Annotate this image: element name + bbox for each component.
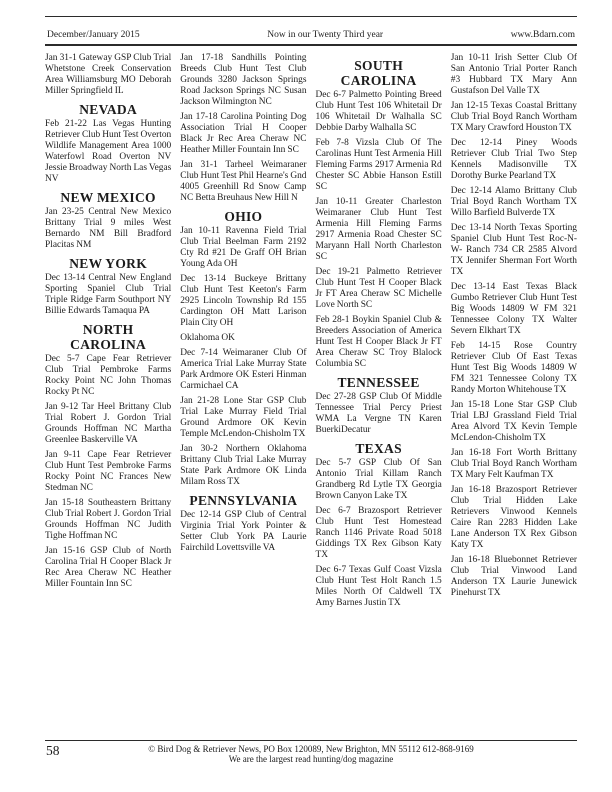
event-entry: Dec 12-14 Piney Woods Retriever Club Trial Two Step Kennels Madisonville TX Dorothy Burke Pearland TX (450, 138, 577, 181)
event-entry: Dec 5-7 Cape Fear Retriever Club Trial Pembroke Farms Rocky Point NC John Thomas Rocky Pt NC (45, 354, 172, 397)
event-entry: Jan 15-18 Southeastern Brittany Club Trial Robert J. Gordon Trial Grounds Hoffman NC Judith Tighe Hoffman NC (45, 498, 172, 541)
event-entry: Dec 7-14 Weimaraner Club Of America Trial Lake Murray State Park Ardmore OK Esteri Hinman Carmichael CA (180, 348, 307, 391)
state-heading: NEVADA (79, 102, 138, 117)
event-entry: Jan 10-11 Irish Setter Club Of San Antonio Trial Porter Ranch #3 Hubbard TX Mary Ann Gustafson Del Valle TX (450, 53, 577, 96)
state-heading: TEXAS (355, 441, 402, 456)
footer-tagline: We are the largest read hunting/dog magazine (228, 754, 394, 764)
event-entry: Feb 28-1 Boykin Spaniel Club & Breeders Association of America Hunt Test H Cooper Black Jr FT Area Cheraw SC Troy Blalock Columbia SC (315, 315, 442, 369)
event-entry: Jan 15-16 GSP Club of North Carolina Trial H Cooper Black Jr Rec Area Cheraw NC Heather Miller Fountain Inn SC (45, 546, 172, 589)
event-entry: Oklahoma OK (180, 333, 235, 343)
event-entry: Feb 14-15 Rose Country Retriever Club Of East Texas Hunt Test Big Woods 14809 W FM 321 Tennessee Colony TX Randy Morton Whitehouse TX (450, 341, 577, 395)
event-entry: Feb 7-8 Vizsla Club Of The Carolinas Hunt Test Armenia Hill Fleming Farms 2917 Armenia Rd Chester SC Abbie Hanson Estill SC (315, 138, 442, 192)
event-entry: Jan 10-11 Greater Charleston Weimaraner Club Hunt Test Armenia Hill Fleming Farms 2917 Armenia Road Chester SC Maryann Hall North Charleston SC (315, 197, 442, 262)
event-entry: Jan 30-2 Northern Oklahoma Brittany Club Trial Lake Murray State Park Ardmore OK Linda Milam Ross TX (180, 444, 307, 487)
state-heading: SOUTH CAROLINA (340, 58, 417, 88)
event-entry: Dec 12-14 Alamo Brittany Club Trial Boyd Ranch Wortham TX Willo Barfield Bulverde TX (450, 186, 577, 218)
event-entry: Jan 23-25 Central New Mexico Brittany Trial 9 miles West Bernardo NM Bill Bradford Placitas NM (45, 207, 172, 250)
event-entry: Dec 13-14 East Texas Black Gumbo Retriever Club Hunt Test Big Woods 14809 W FM 321 Tennessee Colony TX Walter Severn Elkhart TX (450, 282, 577, 336)
event-entry: Dec 12-14 GSP Club of Central Virginia Trial York Pointer & Setter Club York PA Laurie Fairchild Lovettsville VA (180, 510, 307, 553)
website-url: www.Bdarn.com (510, 30, 575, 40)
event-entry: Jan 31-1 Tarheel Weimaraner Club Hunt Test Phil Hearne's Gnd 4005 Greenhill Rd Snow Camp NC Betta Breuhaus New Hill N (180, 160, 307, 203)
event-entry: Feb 21-22 Las Vegas Hunting Retriever Club Hunt Test Overton Wildlife Management Area 1000 Waterfowl Road Overton NV Jessie Broadway North Las Vegas NV (45, 119, 172, 184)
event-entry: Jan 21-28 Lone Star GSP Club Trial Lake Murray Field Trial Ground Ardmore OK Kevin Temple McLendon-Chisholm TX (180, 396, 307, 439)
event-entry: Jan 17-18 Carolina Pointing Dog Association Trial H Cooper Black Jr Rec Area Cheraw NC Heather Miller Fountain Inn SC (180, 112, 307, 155)
state-heading: NEW YORK (69, 256, 148, 271)
column-1 (45, 53, 171, 737)
event-listing-columns (45, 53, 577, 737)
event-entry: Jan 16-18 Fort Worth Brittany Club Trial Boyd Ranch Wortham TX Mary Felt Kaufman TX (450, 448, 577, 480)
event-entry: Dec 6-7 Texas Gulf Coast Vizsla Club Hunt Test Holt Ranch 1.5 Miles North Of Caldwell TX Amy Barnes Justin TX (315, 565, 442, 608)
state-heading: TENNESSEE (337, 375, 420, 390)
column-4 (451, 53, 577, 737)
event-entry: Dec 5-7 GSP Club Of San Antonio Trial Killam Ranch Grandberg Rd Lytle TX Georgia Brown Canyon Lake TX (315, 458, 442, 501)
column-2 (180, 53, 306, 737)
footer-text (45, 741, 577, 765)
event-entry: Jan 17-18 Sandhills Pointing Breeds Club Hunt Test Club Grounds 3280 Jackson Springs Road Jackson Springs NC Susan Jackson Wilmington NC (180, 53, 307, 107)
state-heading: NEW MEXICO (60, 190, 156, 205)
issue-date: December/January 2015 (47, 30, 140, 40)
event-entry: Jan 12-15 Texas Coastal Brittany Club Trial Boyd Ranch Wortham TX Mary Crawford Houston TX (450, 101, 577, 133)
event-entry: Dec 13-14 North Texas Sporting Spaniel Club Hunt Test Roc-N-W- Ranch 734 CR 2585 Alvord TX Jennifer Sherman Fort Worth TX (450, 223, 577, 277)
event-entry: Jan 9-11 Cape Fear Retriever Club Hunt Test Pembroke Farms Rocky Point NC Frances New Stedman NC (45, 450, 172, 493)
page-header (45, 16, 577, 46)
header-tagline: Now in our Twenty Third year (267, 30, 384, 40)
event-entry: Dec 6-7 Brazosport Retriever Club Hunt Test Homestead Ranch 1146 Private Road 5018 Giddings TX Rex Gibson Katy TX (315, 506, 442, 560)
event-entry: Dec 6-7 Palmetto Pointing Breed Club Hunt Test 106 Whitetail Dr 106 Whitetail Dr Walhalla SC Debbie Darby Walhalla SC (315, 90, 442, 133)
event-entry: Jan 15-18 Lone Star GSP Club Trial LBJ Grassland Field Trial Area Alvord TX Kevin Temple McLendon-Chisholm TX (450, 400, 577, 443)
state-heading: NORTH CAROLINA (70, 322, 147, 352)
event-entry: Jan 16-18 Bluebonnet Retriever Club Trial Vinwood Land Anderson TX Laurie Junewick Pinehurst TX (450, 555, 577, 598)
event-entry: Jan 10-11 Ravenna Field Trial Club Trial Beelman Farm 2192 Cty Rd #21 De Graff OH Brian Young Ada OH (180, 226, 307, 269)
event-entry: Dec 13-14 Central New England Sporting Spaniel Club Trial Triple Ridge Farm Southport NY Billie Edwards Tamaqua PA (45, 273, 172, 316)
state-heading: OHIO (224, 209, 263, 224)
page-number: 58 (46, 743, 60, 758)
event-entry: Jan 31-1 Gateway GSP Club Trial Whetstone Creek Conservation Area Williamsburg MO Deborah Miller Springfield IL (45, 53, 172, 96)
event-entry: Dec 27-28 GSP Club Of Middle Tennessee Trial Percy Priest WMA La Vergne TN Karen BuerkiDecatur (315, 392, 442, 435)
column-3 (316, 53, 442, 737)
event-entry: Dec 13-14 Buckeye Brittany Club Hunt Test Keeton's Farm 2925 Lincoln Township Rd 155 Cardington OH Matt Larison Plain City OH (180, 274, 307, 328)
event-entry: Jan 16-18 Brazosport Retriever Club Trial Hidden Lake Retrievers Vinwood Kennels Caire Ran 2283 Hidden Lake Lane Anderson TX Rex Gibson Katy TX (450, 485, 577, 550)
page-footer (45, 740, 577, 765)
event-entry: Jan 9-12 Tar Heel Brittany Club Trial Robert J. Gordon Trial Grounds Hoffman NC Martha Greenlee Baskerville VA (45, 402, 172, 445)
event-entry: Dec 19-21 Palmetto Retriever Club Hunt Test H Cooper Black Jr FT Area Cheraw SC Michelle Love North SC (315, 267, 442, 310)
footer-copyright: © Bird Dog & Retriever News, PO Box 120089, New Brighton, MN 55112 612-868-9169 (148, 743, 474, 754)
state-heading: PENNSYLVANIA (189, 493, 298, 508)
